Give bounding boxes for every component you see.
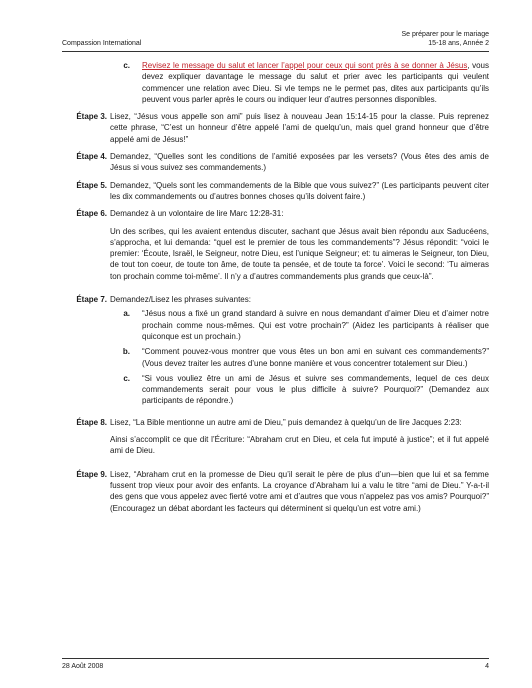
- footer-divider: [62, 658, 489, 659]
- footer-date: 28 Août 2008: [62, 663, 104, 670]
- item-text-rest: , vous devez expliquer davantage le message du salut et prier avec les participants qui veulent commencer une relation avec Dieu. Si vle temps ne le permet pas, dites aux participants qu’ils peuvent vous parler après le cours ou indiquer leur d’autres personnes disponibles.: [142, 61, 489, 104]
- step-label: Étape 9.: [76, 469, 107, 479]
- step-8: [62, 417, 489, 463]
- step-body: [110, 294, 489, 411]
- item-text: “Jésus nous a fixé un grand standard à suivre en nous demandant d’aimer Dieu et d’aimer notre prochain comme nous-mêmes. Qui est votre prochain?” (Aidez les participants à réaliser que quiconque est un prochain.): [142, 309, 489, 341]
- step-text: Lisez, “Abraham crut en la promesse de Dieu qu’il serait le père de plus d’un—bien que lui et sa femme fussent trop vieux pour avoir des enfants. La croyance d’Abraham lui a valu le titre “ami de Dieu.” Y-a-t-il des gens que vous appelez avec fierté votre ami et d’autres que vous n’appelez pas vos amis? Pourquoi?” (Encouragez un débat abordant les facteurs qui déterminent si quelqu’un est votre ami.): [110, 469, 489, 513]
- step-label: Étape 6.: [76, 209, 107, 219]
- step-text: Demandez/Lisez les phrases suivantes:: [110, 295, 251, 305]
- step-4: [62, 151, 489, 174]
- step-5: [62, 180, 489, 203]
- item-text: [142, 60, 489, 105]
- page-number: 4: [485, 663, 489, 670]
- question-a: [110, 308, 489, 342]
- scripture-quote: Ainsi s’accomplit ce que dit l’Écriture: “Abraham crut en Dieu, et cela fut imputé à justice”; et il fut appelé ami de Dieu.: [110, 435, 489, 456]
- step-text: Demandez, “Quelles sont les conditions de l’amitié exposées par les versets? (Vous êtes des amis de Jésus si vous suivez ses commandements.): [110, 152, 489, 173]
- item-label: c.: [123, 373, 130, 383]
- item-text: “Si vous vouliez être un ami de Jésus et suivre ses commandements, lequel de ces deux commandements serait pour vous le plus difficile à suivre? Pourquoi?” (Demandez aux participants de répondre.): [142, 373, 489, 406]
- step-label: Étape 5.: [76, 180, 107, 190]
- item-label: b.: [122, 347, 130, 357]
- step-label: Étape 4.: [76, 152, 107, 162]
- step-body: [110, 417, 489, 463]
- step-label: Étape 3.: [76, 112, 107, 122]
- step-label: Étape 7.: [76, 295, 107, 305]
- step-text: Demandez à un volontaire de lire Marc 12:28-31:: [110, 209, 284, 219]
- step-7: [62, 294, 489, 411]
- step-body: [110, 208, 489, 288]
- header-right: [401, 30, 489, 48]
- lesson-content: [62, 60, 489, 520]
- header-age-year: 15-18 ans, Année 2: [428, 40, 489, 47]
- item-label: c.: [123, 61, 130, 70]
- highlighted-instruction: Revisez le message du salut et lancer l’appel pour ceux qui sont près à se donner à Jésus: [142, 61, 468, 70]
- step-6: [62, 208, 489, 288]
- step-text: Lisez, “Jésus vous appelle son ami” puis lisez à nouveau Jean 15:14-15 pour la classe. Puis reprenez cette phrase, “C’est un honneur d’être appelé l’ami de quelqu’un, mais quel grand honneur que d’être appelé ami de Jésus!”: [110, 112, 489, 144]
- question-c: [110, 373, 489, 407]
- step-9: [62, 469, 489, 514]
- header-organization: Compassion International: [62, 40, 142, 47]
- header-divider: [62, 51, 489, 52]
- item-text: “Comment pouvez-vous montrer que vous êtes un bon ami en suivant ces commandements?” (Vous devez traiter les autres d’une bonne manière et vous concentrer totalement sur Dieu.): [142, 347, 489, 368]
- step-text: Demandez, “Quels sont les commandements de la Bible que vous suivez?” (Les participants peuvent citer les dix commandements ou d’autres bonnes choses qu’ils doivent faire.): [110, 180, 489, 201]
- item-c-salvation: [110, 60, 489, 105]
- step-text: Lisez, “La Bible mentionne un autre ami de Dieu,” puis demandez à quelqu’un de lire Jacques 2:23:: [110, 417, 462, 427]
- question-b: [110, 346, 489, 369]
- step-3: [62, 111, 489, 145]
- header-course-title: Se préparer pour le mariage: [401, 31, 489, 38]
- item-label: a.: [123, 309, 130, 319]
- step-label: Étape 8.: [76, 417, 107, 427]
- scripture-quote: Un des scribes, qui les avaient entendus discuter, sachant que Jésus avait bien répondu aux Saducéens, s’approcha, et lui demanda: “quel est le premier de tous les commandements”? Jésus répondit: “voici le premier: ‘Écoute, Israël, le Seigneur, notre Dieu, est l’unique Seigneur; et: tu aimeras le Seigneur, ton Dieu, de tout ton coeur, de toute ton âme, de toute ta pensée, et de toute ta force’. Voici le second: ‘Tu aimeras ton prochain comme toi-même’. Il n’y a d’autres commandements plus grands que ceux-là”.: [110, 226, 489, 281]
